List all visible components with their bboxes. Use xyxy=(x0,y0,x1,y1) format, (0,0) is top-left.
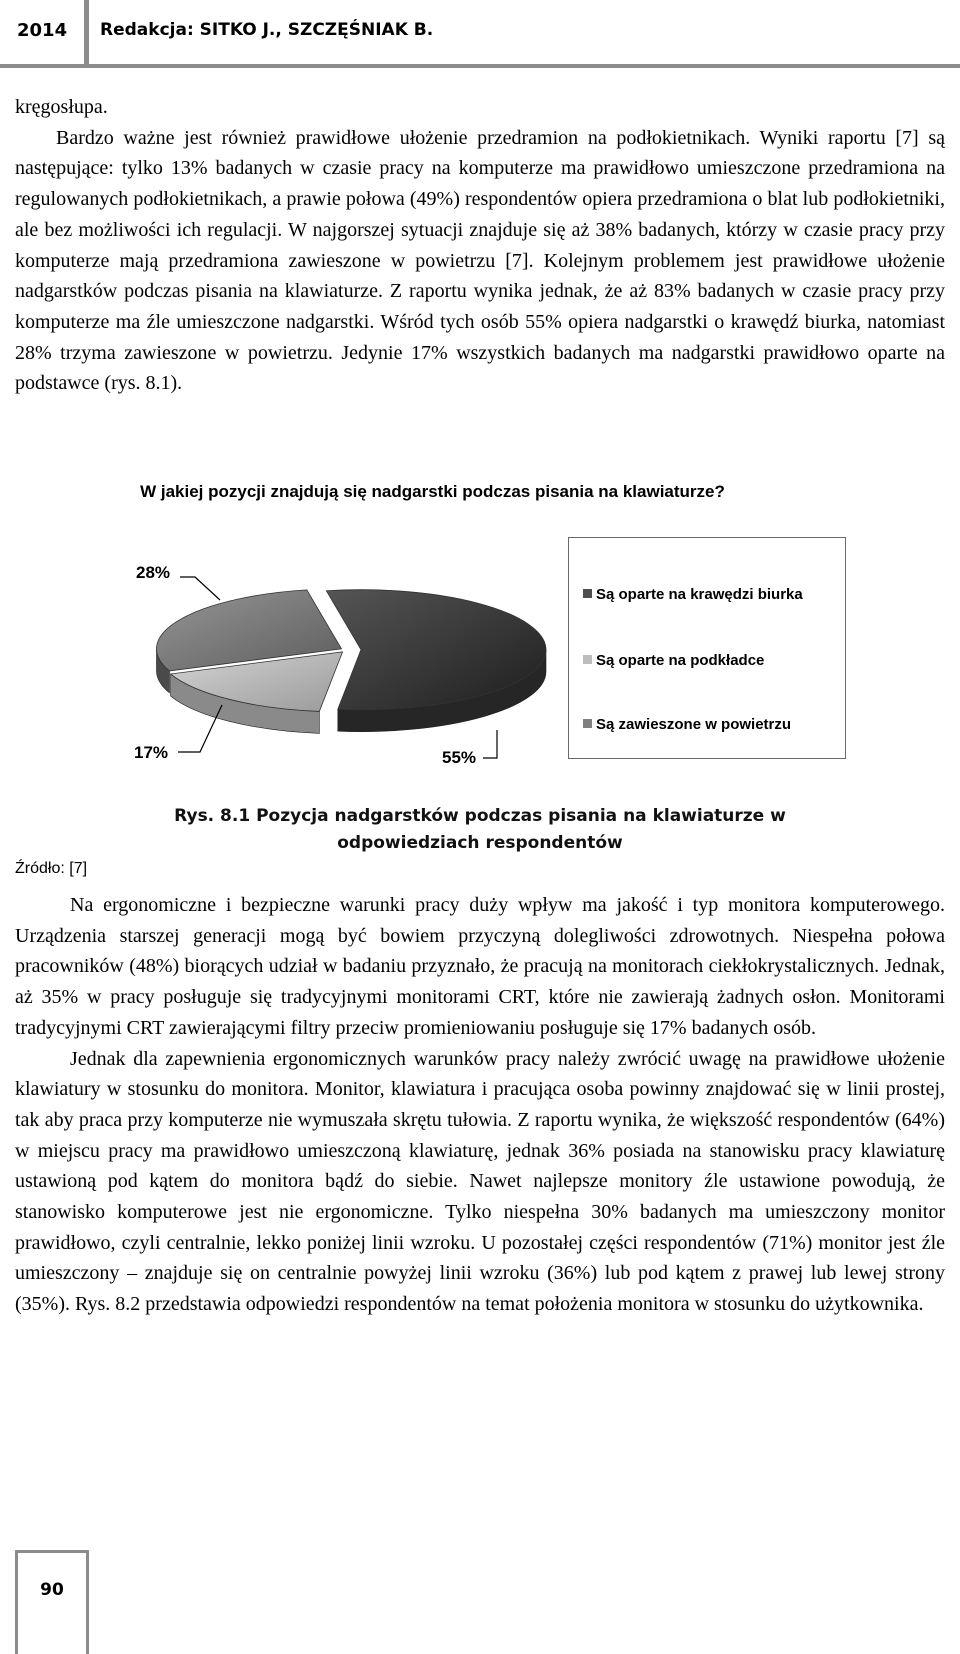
page-number-frame-top xyxy=(15,1550,88,1553)
label-55-leader xyxy=(483,730,497,758)
page-number: 90 xyxy=(40,1580,64,1600)
paragraph-1-continuation: kręgosłupa. xyxy=(15,96,108,118)
paragraph-2 xyxy=(15,890,945,1320)
legend-swatch-mid xyxy=(583,719,592,728)
header-editors: Redakcja: SITKO J., SZCZĘŚNIAK B. xyxy=(100,20,434,40)
chart-title: W jakiej pozycji znajdują się nadgarstki podczas pisania na klawiaturze? xyxy=(140,482,725,501)
paragraph-2a: Na ergonomiczne i bezpieczne warunki pracy duży wpływ ma jakość i typ monitora komputerowego. Urządzenia starszej generacji mogą być bowiem przyczyną dolegliwości zdrowotnych. Niespełna połowa pracowników (48%) biorących udział w badaniu przyznało, że pracują na monitorach ciekłokrystalicznych. Jednak, aż 35% w pracy posługuje się tradycyjnymi monitorami CRT, które nie zawierają żadnych osłon. Monitorami tradycyjnymi CRT zawierającymi filtry przeciw promieniowaniu posługuje się 17% badanych osób. xyxy=(15,894,945,1039)
paragraph-1-body: Bardzo ważne jest również prawidłowe ułożenie przedramion na podłokietnikach. Wyniki raportu [7] są następujące: tylko 13% badanych w czasie pracy na komputerze ma prawidłowo umieszczone przedramiona na regulowanych podłokietnikach, a prawie połowa (49%) respondentów opiera przedramiona o blat lub podłokietniki, ale bez możliwości ich regulacji. W najgorszej sytuacji znajduje się aż 38% badanych, którzy w czasie pracy przy komputerze mają przedramiona zawieszone w powietrzu [7]. Kolejnym problemem jest prawidłowe ułożenie nadgarstków podczas pisania na klawiaturze. Z raportu wynika jednak, że aż 83% badanych w czasie pracy przy komputerze ma źle umieszczone nadgarstki. Wśród tych osób 55% opiera nadgarstki o krawędź biurka, natomiast 28% trzyma zawieszone w powietrzu. Jedynie 17% wszystkich badanych ma nadgarstki prawidłowo oparte na podstawce (rys. 8.1). xyxy=(15,126,945,395)
chart-legend xyxy=(568,537,846,759)
legend-item-suspended: Są zawieszone w powietrzu xyxy=(583,716,791,733)
pie-label-17: 17% xyxy=(134,743,169,762)
label-28-leader xyxy=(180,577,220,600)
figure-caption: Rys. 8.1 Pozycja nadgarstków podczas pisania na klawiaturze w odpowiedziach respondentów xyxy=(174,806,786,853)
legend-item-desk-edge: Są oparte na krawędzi biurka xyxy=(583,586,803,603)
legend-swatch-light xyxy=(583,655,592,664)
figure-source: Źródło: [7] xyxy=(15,860,88,877)
page-number-frame-right xyxy=(86,1550,89,1654)
legend-item-pad: Są oparte na podkładce xyxy=(583,652,764,669)
pie-label-28: 28% xyxy=(136,563,171,582)
paragraph-2b: Jednak dla zapewnienia ergonomicznych warunków pracy należy zwrócić uwagę na prawidłowe ułożenie klawiatury w stosunku do monitora. Monitor, klawiatura i pracująca osoba powinny znajdować się w linii prostej, tak aby praca przy komputerze nie wymuszała skrętu tułowia. Z raportu wynika, że większość respondentów (64%) w miejscu pracy ma prawidłowo umieszczoną klawiaturę, jednak 36% posiada na stanowisku pracy klawiaturę ustawioną pod kątem do monitora bądź do siebie. Nawet najlepsze monitory źle ustawione powodują, że stanowisko komputerowe jest nie ergonomiczne. Tylko niespełna 30% badanych ma umieszczony monitor prawidłowo, czyli centralnie, lekko poniżej linii wzroku. U pozostałej części respondentów (71%) monitor jest źle umieszczony – znajduje się on centralnie powyżej linii wzroku (36%) lub pod kątem z prawej lub lewej strony (35%). Rys. 8.2 przedstawia odpowiedzi respondentów na temat położenia monitora w stosunku do użytkownika. xyxy=(15,1047,945,1316)
pie-label-55: 55% xyxy=(442,748,477,767)
page-number-frame-left xyxy=(15,1550,18,1654)
header-year: 2014 xyxy=(17,20,68,41)
legend-swatch-dark xyxy=(583,589,592,598)
